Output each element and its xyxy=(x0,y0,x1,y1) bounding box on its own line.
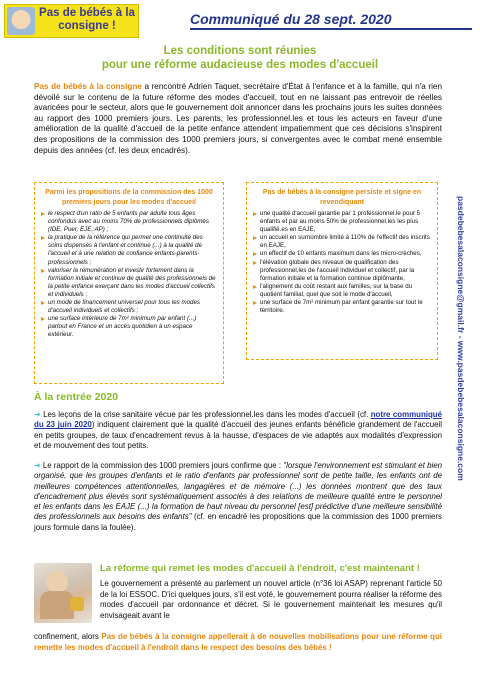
list-item: l'élévation globale des niveaux de qualification des professionnel.les de l'accueil individuel et collectif, par la formation initiale et la formation continue diplômante, xyxy=(253,259,431,283)
logo xyxy=(4,4,139,38)
box-left-title: Parmi les propositions de la commission des 1000 premiers jours pour les modes d'accueil xyxy=(45,189,213,206)
side-contact-strip xyxy=(454,196,468,576)
child-photo xyxy=(34,563,92,623)
list-item: un effectif de 10 enfants maximum dans les micro-crèches, xyxy=(253,250,431,258)
intro-paragraph xyxy=(34,82,442,156)
section-title: À la rentrée 2020 xyxy=(34,391,119,403)
list-item: l'alignement du coût restant aux familles, sur la base du quotient familial, quel que soit le mode d'accueil, xyxy=(253,283,431,299)
list-item: une surface intérieure de 7m² minimum par enfant (...) partout en France et un accès quotidien à un espace extérieur. xyxy=(41,315,217,339)
list-item: un accueil en surnombre limité à 110% de l'effectif des inscrits en EAJE, xyxy=(253,234,431,250)
arrow-icon: ➔ xyxy=(34,410,41,419)
list-item: un mode de financement universel pour tous les modes d'accueil individuels et collectifs ; xyxy=(41,299,217,315)
final-brand-call: Pas de bébés à la consigne appellerait à de nouvelles mobilisations pour une réforme qui remette les modes d'accueil à l'endroit dans le respect des besoins des bébés ! xyxy=(34,632,442,652)
communique-date: Communiqué du 28 sept. 2020 xyxy=(190,11,392,27)
side-contact-text: pasdebebesalaconsigne@gmail.fr - www.pasdebebesalaconsigne.com xyxy=(456,196,466,481)
p1-text: Les leçons de la crise sanitaire vécue par les professionnel.les dans les modes d'accueil (cf. xyxy=(43,410,371,419)
intro-brand: Pas de bébés à la consigne xyxy=(34,82,142,91)
p2-text: Le rapport de la commission des 1000 premiers jours confirme que : xyxy=(42,461,284,470)
paragraph-report xyxy=(34,461,442,533)
p2-quote: "lorsque l'environnement est stimulant et bien organisé, que les groupes d'enfants et le ratio d'enfants par professionnel sont de petite taille, les enfants ont de meilleures compétences attentionnelles, langagières et de mémoire (...) les données montrent que des taux d'encadrement plus élevés sont systématiquement associés à des relations de meilleure qualité entre le personnel et les enfants dans les EAJE (...) la formation de haut niveau du personnel [est] prédictive d'une meilleure sensibilité des professionnels aux besoins des enfants" xyxy=(34,461,442,522)
list-item: une qualité d'accueil garantie par 1 professionnel.le pour 5 enfants et par au moins 50% de professionnel.les les plus qualifié.es en EAJE, xyxy=(253,210,431,234)
arrow-icon: ➔ xyxy=(34,461,41,470)
title-line-2: pour une réforme audacieuse des modes d'accueil xyxy=(101,59,379,71)
logo-text: Pas de bébés à la consigne ! xyxy=(39,7,135,32)
box-left-list xyxy=(35,210,223,340)
title-line-1: Les conditions sont réunies xyxy=(163,45,317,57)
child-head xyxy=(46,571,68,593)
list-item: la pratique de la référence qui permet une continuité des soins dispensés à l'enfant et continue (...) à la qualité de l'accueil et à une relation de confiance enfants-parents-professionnels ; xyxy=(41,234,217,266)
box-right-list xyxy=(247,210,437,315)
list-item: le respect d'un ratio de 5 enfants par adulte tous âges confondus avec au moins 70% de professionnels diplômés (IDE, Puer, EJE, AP) ; xyxy=(41,210,217,234)
p2-rest: (cf. en encadré les propositions que la commission des 1000 premiers jours formule dans la foulée). xyxy=(34,512,442,532)
child-body xyxy=(40,591,74,619)
baby-photo xyxy=(7,7,35,35)
list-item: une surface de 7m² minimum par enfant garantie sur tout le territoire. xyxy=(253,299,431,315)
communique-link[interactable]: notre communiqué du 23 juin 2020 xyxy=(34,410,442,430)
toy xyxy=(70,597,84,611)
intro-text: a rencontré Adrien Taquet, secrétaire d'État à l'enfance et à la famille, qui n'a rien dévoilé sur le contenu de la future réforme des modes d'accueil, tout en ne laissant pas entrevoir de réelles avancées pour le secteur, alors que le gouvernement doit annoncer dans les prochains jours les suites données au rapport des 1000 premiers jours. Les parents, les professionnel.les et tous les acteurs en faveur d'une amélioration de la qualité d'accueil de la petite enfance attendent impatiemment que ces décisions s'inspirent des propositions de la commission des 1000 premiers jours, si convergentes avec le combat mené ensemble depuis des années (cf. les deux encadrés). xyxy=(34,82,442,155)
list-item: valoriser la rémunération et investir fortement dans la formation initiale et continue de qualité des professionnels de la petite enfance exerçant dans les modes d'accueil collectifs et individuels ; xyxy=(41,267,217,299)
p1-rest: ) indiquent clairement que la qualité d'accueil des jeunes enfants bénéficie grandement de l'accueil en petits groupes, de taux d'encadrement revus à la hausse, d'espaces de vie adaptés aux modalités d'expression et de mouvement des tout petits. xyxy=(34,420,442,450)
final-title: La réforme qui remet les modes d'accueil à l'endroit, c'est maintenant ! xyxy=(100,563,420,574)
final-text-start: confinement, alors xyxy=(34,632,102,641)
paragraph-crisis xyxy=(34,410,442,451)
page-title xyxy=(60,44,420,72)
demands-box xyxy=(246,182,438,360)
final-paragraph: Le gouvernement a présenté au parlement un nouvel article (n°36 loi ASAP) reprenant l'article 50 de la loi ESSOC. D'ici quelques jours, s'il est voté, le gouvernement pourra réaliser la réforme des modes d'accueil par ordonnance et décret. Si le gouvernement maintenait les mesures qu'il envisageait avant le xyxy=(100,579,442,620)
box-right-title: Pas de bébés à la consigne persiste et signe en revendiquant xyxy=(262,189,422,206)
header-divider xyxy=(190,28,472,30)
final-paragraph-end xyxy=(34,632,442,653)
commission-proposals-box xyxy=(34,182,224,384)
